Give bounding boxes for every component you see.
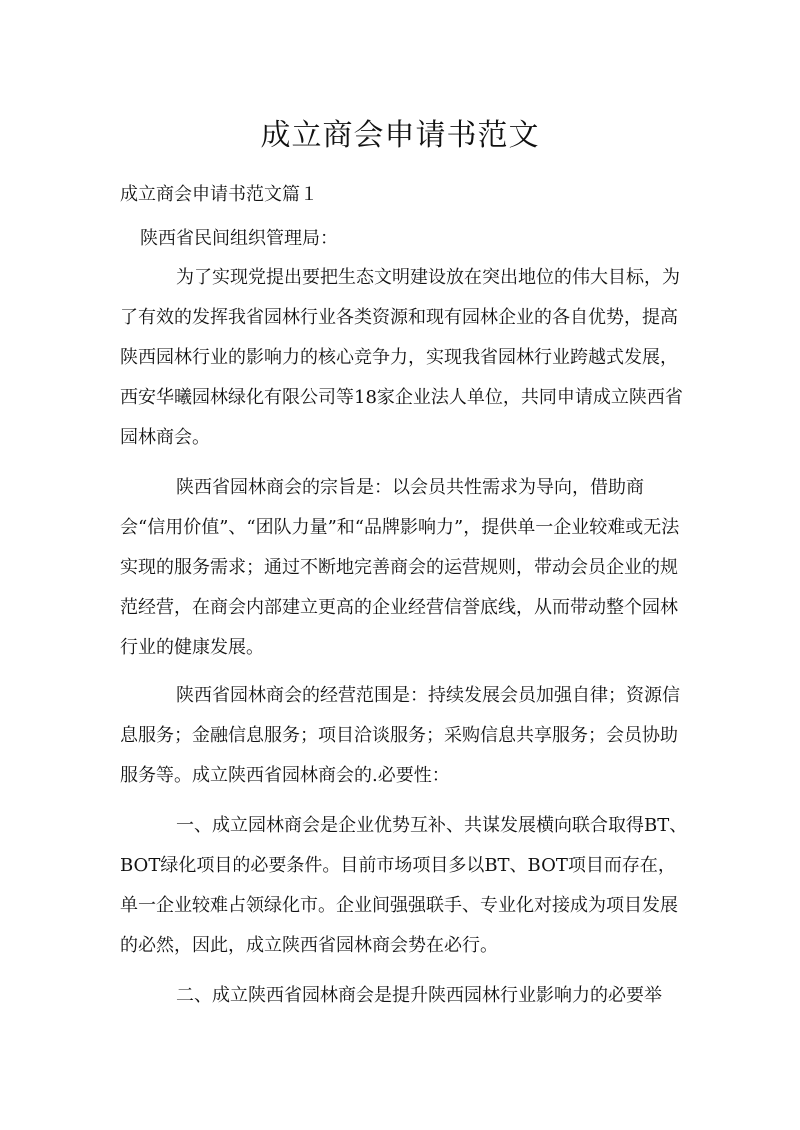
- salutation: 陕西省民间组织管理局：: [140, 228, 338, 249]
- document-subtitle: 成立商会申请书范文篇１: [120, 184, 318, 205]
- paragraph-reason-one: 一、成立园林商会是企业优势互补、共谋发展横向联合取得BT、BOT绿化项目的必要条件。目前市场项目多以BT、BOT项目而存在，单一企业较难占领绿化市。企业间强强联手、专业化对接成为项目发展的必然，因此，成立陕西省园林商会势在必行。: [120, 815, 688, 956]
- paragraph-scope: 陕西省园林商会的经营范围是：持续发展会员加强自律；资源信息服务；金融信息服务；项目洽谈服务；采购信息共享服务；会员协助服务等。成立陕西省园林商会的.必要性：: [120, 685, 680, 786]
- paragraph-purpose: 为了实现党提出要把生态文明建设放在突出地位的伟大目标，为了有效的发挥我省园林行业各类资源和现有园林企业的各自优势，提高陕西园林行业的影响力的核心竞争力，实现我省园林行业跨越式发展，西安华曦园林绿化有限公司等18家企业法人单位，共同申请成立陕西省园林商会。: [120, 267, 683, 448]
- paragraph-reason-two: 二、成立陕西省园林商会是提升陕西园林行业影响力的必要举: [176, 985, 662, 1006]
- paragraph-mission: 陕西省园林商会的宗旨是：以会员共性需求为导向，借助商会“信用价值”、“团队力量”和“品牌影响力”，提供单一企业较难或无法实现的服务需求；通过不断地完善商会的运营规则，带动会员企业的规范经营，在商会内部建立更高的企业经营信誉底线，从而带动整个园林行业的健康发展。: [120, 477, 680, 658]
- document-title: 成立商会申请书范文: [260, 118, 540, 153]
